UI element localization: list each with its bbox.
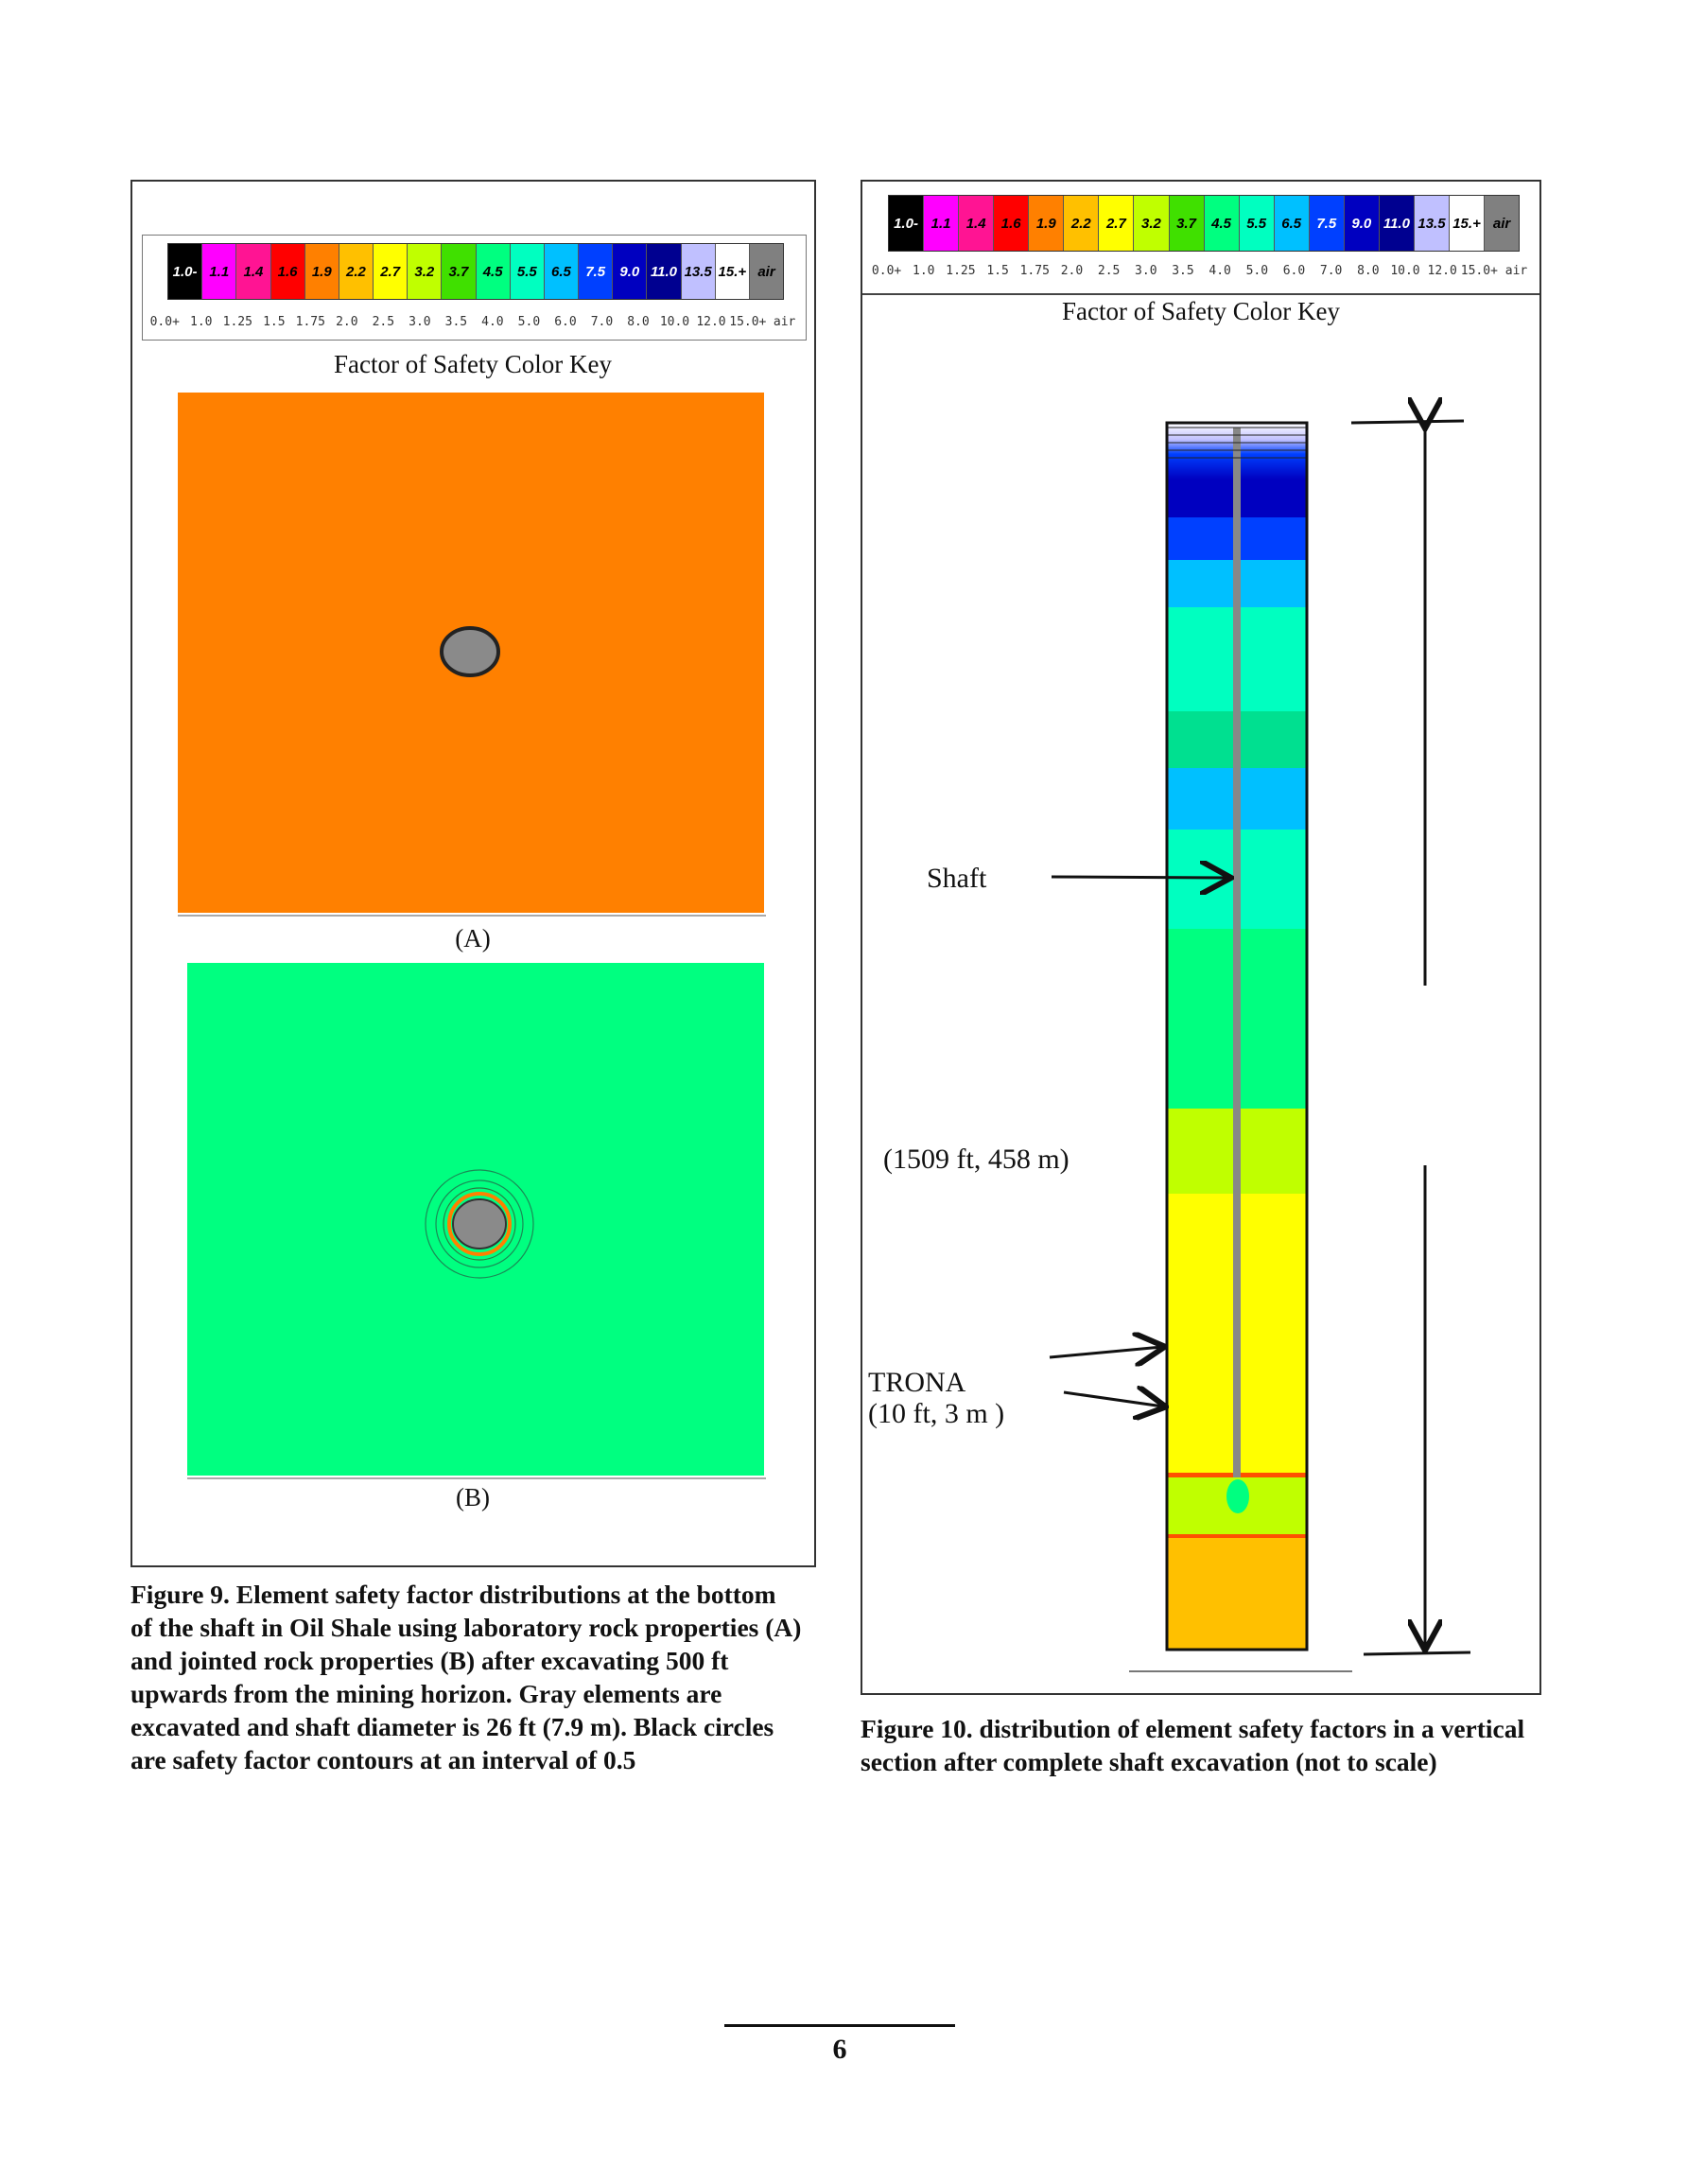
panel-a-shaft-hole [442,628,498,675]
color-key-value: 1.0 [190,315,213,329]
color-swatch: 13.5 [1415,196,1450,251]
color-key-value: 4.0 [481,315,504,329]
color-key-value: 1.0 [913,264,935,278]
color-key-values [147,315,803,329]
color-key-value: 10.0 [1390,264,1420,278]
color-swatch: 3.7 [1170,196,1205,251]
shaft-label: Shaft [927,863,987,894]
color-swatch: 15.+ [716,244,750,299]
panel-a-plot [178,393,766,918]
color-swatch: 13.5 [682,244,716,299]
panel-a-svg [178,393,766,918]
trona-label: TRONA [868,1367,966,1398]
color-swatch: 5.5 [1240,196,1275,251]
color-swatch: 1.1 [202,244,236,299]
color-swatch: 1.9 [1029,196,1064,251]
color-key-value: 3.5 [1172,264,1194,278]
color-swatch: 1.6 [994,196,1029,251]
figure-9-caption: Figure 9. Element safety factor distributions at the bottom of the shaft in Oil Shale using laboratory rock properties (A) and jointed rock properties (B) after excavating 500 ft upwards from the mining horizon. Gray elements are excavated and shaft diameter is 26 ft (7.9 m). Black circles are safety factor contours at an interval of 0.5 [130,1580,802,1774]
color-key-value: 8.0 [627,315,650,329]
color-swatch: 2.2 [339,244,374,299]
color-swatch: air [1485,196,1519,251]
color-swatch: 6.5 [545,244,579,299]
color-swatch: 7.5 [1310,196,1345,251]
color-key-value: 2.0 [336,315,358,329]
color-swatch: 4.5 [1205,196,1240,251]
color-swatch: 9.0 [1345,196,1380,251]
color-key-value: 7.0 [590,315,614,329]
color-key-values-2 [868,264,1535,278]
color-swatch: 1.4 [959,196,994,251]
color-key-value: 15.0+ [1460,264,1498,278]
color-key-title: Factor of Safety Color Key [334,350,612,378]
color-swatch: 7.5 [579,244,613,299]
color-key-value: 5.0 [517,315,541,329]
color-key-value: 7.0 [1319,264,1343,278]
color-swatch: 3.2 [1134,196,1169,251]
color-swatch: 1.0- [168,244,202,299]
color-key-swatches-2 [888,195,1520,252]
trona-bulb [1226,1479,1249,1513]
color-key-value: 1.5 [986,264,1009,278]
color-swatch: 11.0 [1380,196,1415,251]
color-swatch: 1.0- [889,196,924,251]
trona-arrow-bottom [1064,1392,1163,1406]
color-key-value: 5.0 [1245,264,1269,278]
color-key-value: 1.75 [1019,264,1050,278]
color-key-value: 8.0 [1357,264,1380,278]
color-key-value: 1.75 [295,315,325,329]
color-key-value: air [773,315,796,329]
panel-b-svg [187,963,766,1481]
color-key-value: 3.0 [1135,264,1157,278]
depth-dimension-arrow [1351,421,1470,1654]
color-swatch: 3.2 [408,244,442,299]
color-swatch: 4.5 [477,244,511,299]
color-key-title-2: Factor of Safety Color Key [1062,297,1340,325]
color-swatch: air [750,244,783,299]
color-key-value: 0.0+ [149,315,180,329]
color-swatch: 1.9 [305,244,339,299]
color-swatch: 11.0 [647,244,681,299]
color-key-value: 1.5 [263,315,286,329]
color-key-value: 2.5 [1097,264,1121,278]
key-separator [862,293,1539,295]
vertical-section-svg [862,333,1539,1695]
color-key-value: 1.25 [946,264,976,278]
color-swatch: 3.7 [442,244,476,299]
color-key-value: 3.0 [409,315,431,329]
color-key-value: 6.0 [1282,264,1306,278]
color-swatch: 9.0 [613,244,647,299]
color-key-value: 4.0 [1209,264,1231,278]
color-key-value: 15.0+ [729,315,767,329]
panel-b-shaft-hole [453,1199,506,1249]
color-key-value: 1.25 [222,315,252,329]
color-key-value: 0.0+ [871,264,902,278]
shaft-line [1233,428,1241,1477]
color-key-value: 3.5 [444,315,468,329]
trona-arrow-top [1050,1347,1162,1357]
color-swatch: 1.4 [236,244,270,299]
color-key-value: 12.0 [1427,264,1457,278]
color-swatch: 1.1 [924,196,959,251]
color-swatch: 5.5 [511,244,545,299]
color-swatch: 1.6 [271,244,305,299]
color-key-value: air [1504,264,1528,278]
section-column [1129,423,1352,1671]
panel-b-plot [187,963,766,1481]
color-swatch: 2.7 [1099,196,1134,251]
color-key-box [142,235,807,341]
depth-label: (1509 ft, 458 m) [883,1144,1070,1175]
trona-thickness-label: (10 ft, 3 m ) [868,1398,1005,1429]
color-key-value: 2.5 [372,315,395,329]
color-key-swatches [167,243,784,300]
page-number: 6 [832,2034,847,2065]
color-swatch: 2.2 [1064,196,1099,251]
page-number-rule [724,2024,955,2027]
figure-10-frame [861,180,1541,1695]
color-key-value: 6.0 [554,315,577,329]
color-swatch: 2.7 [374,244,408,299]
color-swatch: 15.+ [1450,196,1485,251]
color-key-value: 10.0 [659,315,690,329]
color-swatch: 6.5 [1275,196,1310,251]
shaft-arrow [1052,877,1228,878]
panel-a-label: (A) [455,924,491,952]
figure-10-caption: Figure 10. distribution of element safety factors in a vertical section after complete shaft excavation (not to scale) [861,1714,1525,1776]
color-key-value: 2.0 [1060,264,1084,278]
panel-b-label: (B) [456,1483,490,1511]
figure-9-frame [130,180,816,1567]
color-key-value: 12.0 [696,315,726,329]
